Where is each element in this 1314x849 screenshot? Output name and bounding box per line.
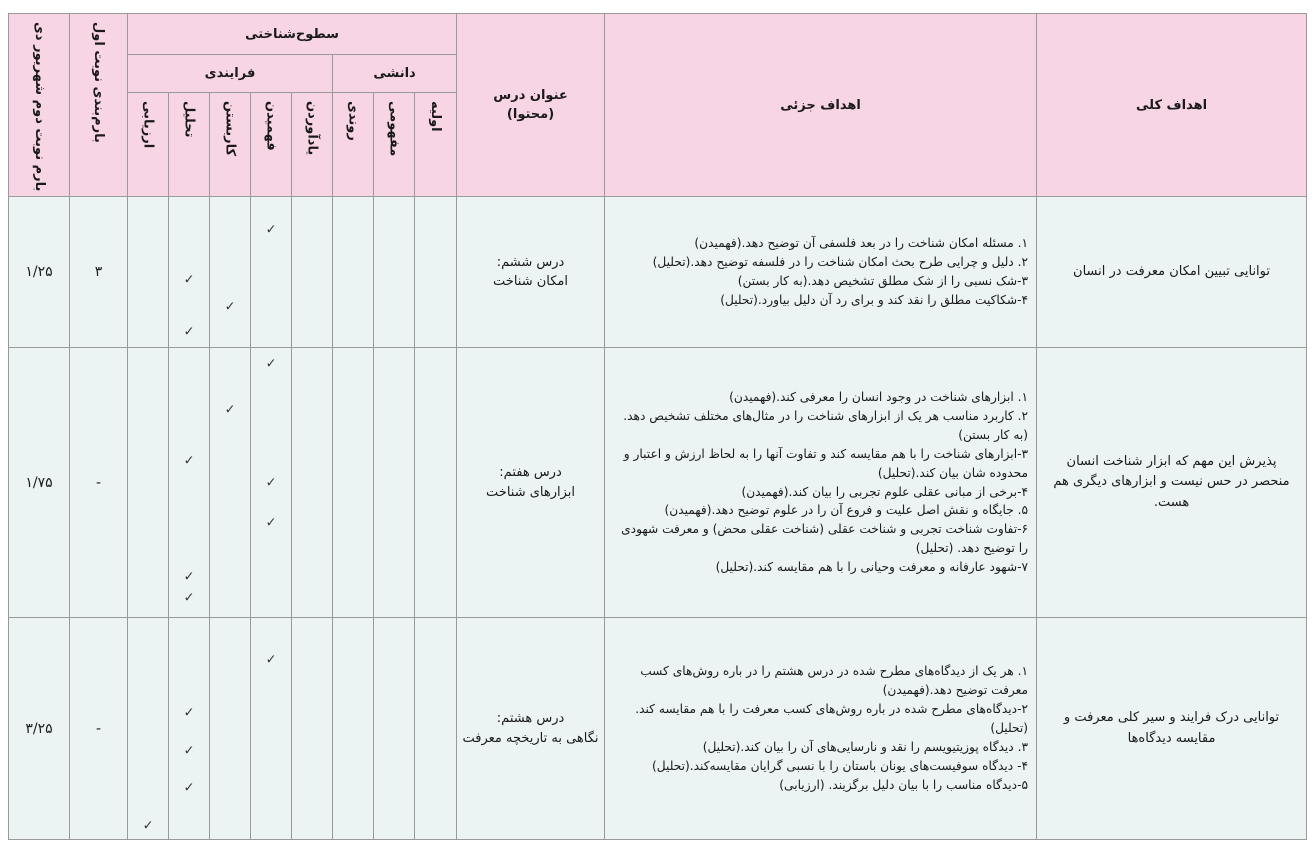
- check-cell: [415, 618, 457, 840]
- check-cell: [169, 348, 210, 618]
- subheader-understand-label: فهمیدن: [263, 101, 279, 151]
- check-cell: [251, 348, 292, 618]
- subheader-procedural-label: روندی: [345, 101, 361, 141]
- cognitive-levels-header-label: سطوح‌شناختی: [245, 26, 339, 42]
- check-cell: [292, 197, 333, 348]
- partial-goals-header: [605, 14, 1037, 197]
- objective-item: ۲. کاربرد مناسب هر یک از ابزارهای شناخت را در مثال‌های مختلف تشخیص دهد.(به کار بستن): [623, 408, 1029, 442]
- check-mark-icon: ✓: [224, 402, 236, 418]
- subheader-analyze: [169, 93, 210, 197]
- check-cell: [128, 197, 169, 348]
- subheader-conceptual-label: مفهومی: [386, 101, 402, 157]
- objectives-cell: [605, 348, 1037, 618]
- check-cell: [251, 618, 292, 840]
- check-mark-icon: ✓: [183, 324, 195, 340]
- check-cell: [374, 618, 415, 840]
- check-cell: [333, 348, 374, 618]
- check-cell: [210, 197, 251, 348]
- check-cell: [210, 348, 251, 618]
- check-mark-icon: ✓: [183, 743, 195, 759]
- lesson-title-cell: درس هفتم: ابزارهای شناخت: [457, 348, 605, 618]
- check-mark-icon: ✓: [265, 515, 277, 531]
- lesson-plan-table: [8, 13, 1307, 840]
- objective-item: ۳-شک نسبی را از شک مطلق تشخیص دهد.(به کار بستن): [737, 274, 1029, 288]
- subheader-evaluate: [128, 93, 169, 197]
- objective-item: ۲-دیدگاه‌های مطرح شده در باره روش‌های کسب معرفت را با هم مقایسه کند.(تحلیل): [635, 702, 1029, 736]
- lesson-title-cell: درس ششم: امکان شناخت: [457, 197, 605, 348]
- check-cell: [374, 348, 415, 618]
- general-goal-cell: توانایی تبیین امکان معرفت در انسان: [1037, 197, 1307, 348]
- check-mark-icon: ✓: [183, 780, 195, 796]
- partial-goals-header-label: اهداف جزئی: [780, 97, 861, 113]
- subheader-apply-label: کاربستن: [222, 101, 238, 157]
- objective-item: ۱. هر یک از دیدگاه‌های مطرح شده در درس هشتم را در باره روش‌های کسب معرفت توضیح دهد.(فهمیدن): [640, 664, 1029, 698]
- check-mark-icon: ✓: [183, 569, 195, 585]
- subheader-conceptual: [374, 93, 415, 197]
- knowledge-header: [333, 55, 457, 93]
- objective-item: ۳-ابزارهای شناخت را با هم مقایسه کند و تفاوت آنها را به لحاظ ارزش و اعتبار و محدوده شان بیان کند.(تحلیل): [623, 446, 1029, 480]
- objective-item: ۱. مسئله امکان شناخت را در بعد فلسفی آن توضیح دهد.(فهمیدن): [694, 236, 1029, 251]
- score-first-cell: ۳: [70, 197, 128, 348]
- check-cell: [292, 348, 333, 618]
- score-second-header: [9, 14, 70, 197]
- check-mark-icon: ✓: [142, 818, 154, 834]
- knowledge-header-label: دانشی: [373, 66, 416, 81]
- check-cell: [374, 197, 415, 348]
- lesson-title-cell: درس هشتم: نگاهی به تاریخچه معرفت: [457, 618, 605, 840]
- score-second-cell: ۱/۷۵: [9, 348, 70, 618]
- objective-item: ۱. ابزارهای شناخت در وجود انسان را معرفی کند.(فهمیدن): [729, 389, 1029, 404]
- check-mark-icon: ✓: [265, 475, 277, 490]
- subheader-evaluate-label: ارزیابی: [140, 101, 156, 149]
- check-cell: [333, 618, 374, 840]
- general-goal-cell: توانایی درک فرایند و سیر کلی معرفت و مقایسه دیدگاه‌ها: [1037, 618, 1307, 840]
- check-mark-icon: ✓: [265, 652, 277, 668]
- check-mark-icon: ✓: [265, 222, 277, 238]
- check-cell: [128, 618, 169, 840]
- score-second-header-label: بارم نوبت دوم شهریور دی: [31, 22, 47, 192]
- check-cell: [128, 348, 169, 618]
- table-row: [9, 348, 1307, 618]
- subheader-understand: [251, 93, 292, 197]
- score-first-cell: -: [70, 618, 128, 840]
- cognitive-levels-header: [128, 14, 457, 55]
- general-goal-cell: پذیرش این مهم که ابزار شناخت انسان منحصر در حس نیست و ابزارهای دیگری هم هست.: [1037, 348, 1307, 618]
- lesson-title-header: [457, 14, 605, 197]
- objective-item: ۲. دلیل و چرایی طرح بحث امکان شناخت را در فلسفه توضیح دهد.(تحلیل): [652, 255, 1029, 270]
- check-cell: [169, 197, 210, 348]
- objective-item: ۷-شهود عارفانه و معرفت وحیانی را با هم مقایسه کند.(تحلیل): [715, 560, 1029, 575]
- check-mark-icon: ✓: [183, 705, 195, 721]
- general-goals-header-label: اهداف کلی: [1135, 97, 1208, 113]
- check-mark-icon: ✓: [183, 272, 195, 287]
- subheader-primary: [415, 93, 457, 197]
- objective-item: ۳. دیدگاه پوزیتیویسم را نقد و نارسایی‌های آن را بیان کند.(تحلیل): [702, 739, 1029, 754]
- check-mark-icon: ✓: [224, 299, 236, 314]
- general-goals-header: [1037, 14, 1307, 197]
- score-first-header-label: بارم‌بندی نوبت اول: [91, 22, 106, 143]
- table-row: [9, 197, 1307, 348]
- score-first-header: [70, 14, 128, 197]
- subheader-apply: [210, 93, 251, 197]
- check-cell: [292, 618, 333, 840]
- subheader-remember: [292, 93, 333, 197]
- objective-item: ۴-برخی از مبانی عقلی علوم تجربی را بیان کند.(فهمیدن): [741, 484, 1029, 499]
- objectives-cell: [605, 618, 1037, 840]
- table-row: [9, 618, 1307, 840]
- objective-item: ۴-شکاکیت مطلق را نقد کند و برای رد آن دلیل بیاورد.(تحلیل): [720, 292, 1029, 307]
- check-cell: [210, 618, 251, 840]
- check-mark-icon: ✓: [183, 453, 195, 469]
- subheader-primary-label: اولیه: [428, 101, 444, 132]
- check-cell: [415, 348, 457, 618]
- score-second-cell: ۳/۲۵: [9, 618, 70, 840]
- check-cell: [415, 197, 457, 348]
- objectives-cell: [605, 197, 1037, 348]
- objective-item: ۵. جایگاه و نقش اصل علیت و فروع آن را در علوم توضیح دهد.(فهمیدن): [664, 503, 1029, 518]
- check-cell: [251, 197, 292, 348]
- subheader-analyze-label: تحلیل: [181, 101, 197, 138]
- subheader-procedural: [333, 93, 374, 197]
- process-header-label: فرایندی: [204, 66, 256, 81]
- objective-item: ۵-دیدگاه مناسب را با بیان دلیل برگزیند. (ارزیابی): [779, 777, 1029, 792]
- lesson-title-header-label: عنوان درس (محتوا): [493, 87, 568, 122]
- check-cell: [333, 197, 374, 348]
- check-mark-icon: ✓: [183, 590, 195, 606]
- objective-item: ۶-تفاوت شناخت تجربی و شناخت عقلی (شناخت عقلی محض) و معرفت شهودی را توضیح دهد. (تحلیل): [621, 522, 1029, 556]
- score-second-cell: ۱/۲۵: [9, 197, 70, 348]
- subheader-remember-label: یادآوردن: [304, 101, 320, 156]
- objective-item: ۴- دیدگاه سوفیست‌های یونان باستان را با نسبی گرایان مقایسه‌کند.(تحلیل): [652, 758, 1029, 773]
- check-cell: [169, 618, 210, 840]
- check-mark-icon: ✓: [265, 356, 277, 372]
- process-header: [128, 55, 333, 93]
- score-first-cell: -: [70, 348, 128, 618]
